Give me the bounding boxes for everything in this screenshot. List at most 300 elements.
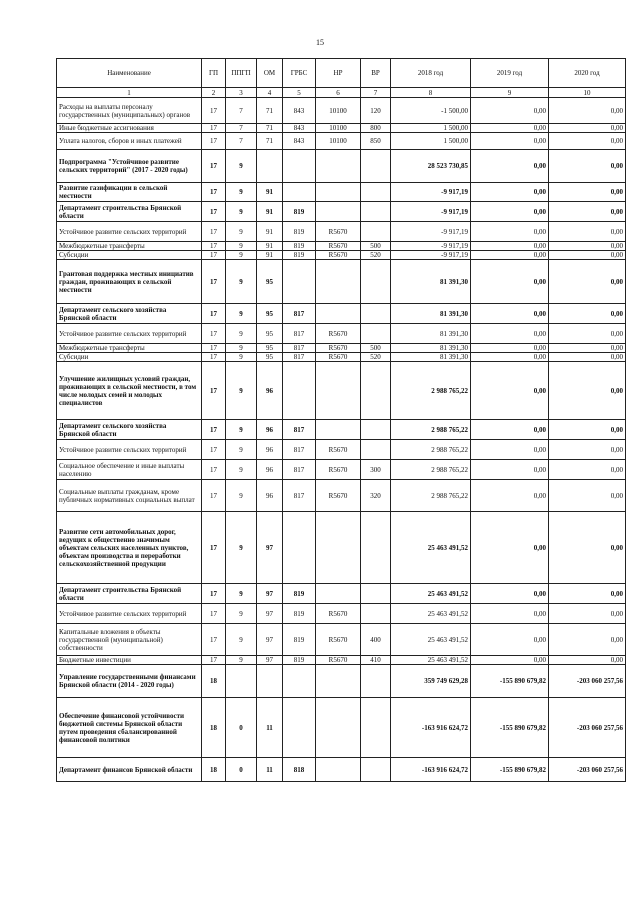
table-cell-2020: 0,00 (549, 420, 626, 440)
table-cell-nr (316, 665, 361, 698)
page-number: 15 (316, 38, 324, 47)
table-cell-vr (361, 202, 391, 222)
table-cell-2020: 0,00 (549, 480, 626, 512)
table-cell-2019: 0,00 (471, 124, 549, 133)
table-cell-grbs: 817 (283, 353, 316, 362)
header-number: 5 (283, 88, 316, 98)
table-cell-2018: -9 917,19 (391, 183, 471, 202)
table-cell-gp: 17 (202, 584, 226, 604)
table-cell-2020: 0,00 (549, 604, 626, 624)
table-cell-name: Социальные выплаты гражданам, кроме публичных нормативных социальных выплат (57, 480, 202, 512)
table-cell-vr (361, 440, 391, 460)
table-cell-vr: 320 (361, 480, 391, 512)
table-cell-gp: 17 (202, 624, 226, 656)
table-cell-2019: 0,00 (471, 480, 549, 512)
table-cell-2019: 0,00 (471, 304, 549, 324)
table-cell-2019: 0,00 (471, 150, 549, 183)
table-cell-om: 91 (257, 222, 283, 242)
table-cell-nr: 10100 (316, 133, 361, 150)
table-cell-vr: 520 (361, 251, 391, 260)
table-cell-grbs: 843 (283, 124, 316, 133)
table-cell-om: 95 (257, 304, 283, 324)
table-cell-2019: 0,00 (471, 98, 549, 124)
table-cell-ppgp: 9 (226, 183, 257, 202)
table-cell-om: 91 (257, 251, 283, 260)
table-cell-name: Устойчивое развитие сельских территорий (57, 604, 202, 624)
table-cell-2018: -1 500,00 (391, 98, 471, 124)
table-cell-2020: 0,00 (549, 584, 626, 604)
table-cell-2020: 0,00 (549, 242, 626, 251)
table-cell-2019: 0,00 (471, 624, 549, 656)
table-cell-2018: 81 391,30 (391, 304, 471, 324)
table-cell-gp: 17 (202, 98, 226, 124)
table-cell-2020: 0,00 (549, 150, 626, 183)
table-cell-ppgp: 9 (226, 512, 257, 584)
table-cell-grbs: 819 (283, 656, 316, 665)
header-row (57, 59, 626, 88)
table-cell-gp: 17 (202, 324, 226, 344)
header-number: 10 (549, 88, 626, 98)
table-row (57, 758, 626, 782)
table-cell-name: Департамент строительства Брянской области (57, 584, 202, 604)
table-cell-name: Уплата налогов, сборов и иных платежей (57, 133, 202, 150)
table-cell-om: 97 (257, 656, 283, 665)
table-cell-nr: R5670 (316, 440, 361, 460)
table-cell-2018: 25 463 491,52 (391, 584, 471, 604)
table-cell-ppgp: 9 (226, 260, 257, 304)
table-row (57, 460, 626, 480)
table-cell-grbs: 819 (283, 242, 316, 251)
table-cell-grbs: 817 (283, 420, 316, 440)
table-row (57, 624, 626, 656)
table-cell-vr: 120 (361, 98, 391, 124)
table-cell-ppgp: 9 (226, 480, 257, 512)
table-cell-vr (361, 222, 391, 242)
table-cell-2019: 0,00 (471, 440, 549, 460)
header-2020: 2020 год (549, 59, 626, 88)
table-cell-2019: -155 890 679,82 (471, 698, 549, 758)
table-cell-2020: -203 060 257,56 (549, 698, 626, 758)
table-cell-gp: 18 (202, 758, 226, 782)
table-cell-nr (316, 584, 361, 604)
table-cell-name: Бюджетные инвестиции (57, 656, 202, 665)
table-cell-2019: 0,00 (471, 604, 549, 624)
table-cell-2018: 1 500,00 (391, 133, 471, 150)
table-cell-vr: 300 (361, 460, 391, 480)
table-cell-2018: -163 916 624,72 (391, 698, 471, 758)
table-cell-nr: R5670 (316, 251, 361, 260)
table-row (57, 344, 626, 353)
header-2019: 2019 год (471, 59, 549, 88)
table-cell-om: 96 (257, 460, 283, 480)
table-cell-ppgp: 0 (226, 698, 257, 758)
table-cell-vr (361, 512, 391, 584)
table-cell-2018: -9 917,19 (391, 222, 471, 242)
table-cell-name: Улучшение жилищных условий граждан, проживающих в сельской местности, в том числе молодых семей и молодых специалистов (57, 362, 202, 420)
table-cell-grbs: 817 (283, 344, 316, 353)
table-cell-grbs: 819 (283, 251, 316, 260)
table-cell-om (257, 150, 283, 183)
table-cell-ppgp: 9 (226, 251, 257, 260)
table-cell-2020: 0,00 (549, 133, 626, 150)
table-cell-grbs: 817 (283, 304, 316, 324)
table-cell-nr: 10100 (316, 124, 361, 133)
table-cell-grbs: 843 (283, 98, 316, 124)
table-cell-2020: 0,00 (549, 251, 626, 260)
table-cell-gp: 18 (202, 698, 226, 758)
table-cell-name: Субсидии (57, 353, 202, 362)
table-cell-om: 71 (257, 133, 283, 150)
table-cell-ppgp: 9 (226, 353, 257, 362)
table-cell-2020: 0,00 (549, 344, 626, 353)
table-cell-2018: 1 500,00 (391, 124, 471, 133)
table-cell-2019: 0,00 (471, 512, 549, 584)
table-cell-ppgp: 9 (226, 656, 257, 665)
table-cell-nr (316, 304, 361, 324)
table-cell-vr (361, 304, 391, 324)
table-cell-name: Устойчивое развитие сельских территорий (57, 324, 202, 344)
table-cell-2018: 2 988 765,22 (391, 480, 471, 512)
header-vr: ВР (361, 59, 391, 88)
table-cell-grbs (283, 150, 316, 183)
table-cell-2020: 0,00 (549, 98, 626, 124)
table-cell-ppgp: 9 (226, 362, 257, 420)
table-cell-ppgp: 9 (226, 242, 257, 251)
table-cell-2019: 0,00 (471, 251, 549, 260)
table-cell-2019: 0,00 (471, 656, 549, 665)
header-number: 7 (361, 88, 391, 98)
table-cell-gp: 17 (202, 304, 226, 324)
table-row (57, 353, 626, 362)
table-cell-2018: -9 917,19 (391, 242, 471, 251)
table-cell-vr (361, 665, 391, 698)
table-row (57, 222, 626, 242)
header-number: 8 (391, 88, 471, 98)
table-cell-nr (316, 260, 361, 304)
table-cell-nr (316, 183, 361, 202)
table-cell-name: Устойчивое развитие сельских территорий (57, 440, 202, 460)
table-cell-gp: 17 (202, 512, 226, 584)
table-row (57, 604, 626, 624)
table-cell-name: Межбюджетные трансферты (57, 344, 202, 353)
table-row (57, 480, 626, 512)
table-cell-grbs: 817 (283, 440, 316, 460)
header-number: 4 (257, 88, 283, 98)
table-cell-2020: 0,00 (549, 202, 626, 222)
table-row (57, 124, 626, 133)
table-cell-2018: -9 917,19 (391, 251, 471, 260)
table-cell-name: Развитие сети автомобильных дорог, ведущих к общественно значимым объектам сельских населенных пунктов, объектам производства и переработки сельскохозяйственной продукции (57, 512, 202, 584)
table-cell-2019: 0,00 (471, 183, 549, 202)
table-cell-vr (361, 324, 391, 344)
table-cell-om: 95 (257, 260, 283, 304)
table-cell-2019: 0,00 (471, 353, 549, 362)
table-cell-gp: 17 (202, 260, 226, 304)
table-row (57, 440, 626, 460)
table-cell-name: Устойчивое развитие сельских территорий (57, 222, 202, 242)
table-cell-nr (316, 512, 361, 584)
table-cell-om: 95 (257, 353, 283, 362)
table-cell-om: 11 (257, 698, 283, 758)
table-row (57, 133, 626, 150)
table-cell-ppgp: 9 (226, 624, 257, 656)
table-cell-ppgp: 7 (226, 124, 257, 133)
table-cell-name: Управление государственными финансами Брянской области (2014 - 2020 годы) (57, 665, 202, 698)
table-cell-vr (361, 362, 391, 420)
header-gp: ГП (202, 59, 226, 88)
table-row (57, 324, 626, 344)
table-cell-2018: 359 749 629,28 (391, 665, 471, 698)
table-row (57, 183, 626, 202)
table-row (57, 665, 626, 698)
table-cell-2020: 0,00 (549, 183, 626, 202)
table-cell-2019: 0,00 (471, 344, 549, 353)
table-cell-name: Грантовая поддержка местных инициатив граждан, проживающих в сельской местности (57, 260, 202, 304)
table-cell-gp: 17 (202, 420, 226, 440)
table-cell-grbs: 819 (283, 202, 316, 222)
table-cell-nr (316, 420, 361, 440)
header-number: 2 (202, 88, 226, 98)
table-cell-2020: 0,00 (549, 324, 626, 344)
table-cell-gp: 17 (202, 440, 226, 460)
table-cell-2018: -163 916 624,72 (391, 758, 471, 782)
table-cell-grbs (283, 512, 316, 584)
table-cell-name: Расходы на выплаты персоналу государственных (муниципальных) органов (57, 98, 202, 124)
table-cell-name: Обеспечение финансовой устойчивости бюджетной системы Брянской области путем проведения сбалансированной финансовой политики (57, 698, 202, 758)
budget-table (56, 58, 626, 782)
table-cell-ppgp: 9 (226, 324, 257, 344)
table-cell-2020: 0,00 (549, 304, 626, 324)
table-row (57, 98, 626, 124)
table-cell-om: 95 (257, 344, 283, 353)
table-cell-nr (316, 758, 361, 782)
table-cell-2018: 25 463 491,52 (391, 656, 471, 665)
table-row (57, 512, 626, 584)
header-number: 1 (57, 88, 202, 98)
header-grbs: ГРБС (283, 59, 316, 88)
table-cell-ppgp: 0 (226, 758, 257, 782)
table-cell-vr (361, 420, 391, 440)
header-om: ОМ (257, 59, 283, 88)
table-cell-2020: -203 060 257,56 (549, 758, 626, 782)
table-cell-name: Департамент сельского хозяйства Брянской области (57, 420, 202, 440)
table-cell-grbs: 819 (283, 584, 316, 604)
table-cell-om: 71 (257, 98, 283, 124)
table-cell-2020: 0,00 (549, 656, 626, 665)
table-cell-name: Подпрограмма "Устойчивое развитие сельских территорий" (2017 - 2020 годы) (57, 150, 202, 183)
table-cell-name: Департамент строительства Брянской области (57, 202, 202, 222)
table-cell-2020: 0,00 (549, 512, 626, 584)
table-cell-name: Межбюджетные трансферты (57, 242, 202, 251)
table-cell-gp: 17 (202, 344, 226, 353)
table-cell-grbs: 819 (283, 604, 316, 624)
table-cell-gp: 17 (202, 202, 226, 222)
table-cell-gp: 17 (202, 460, 226, 480)
table-cell-name: Департамент финансов Брянской области (57, 758, 202, 782)
table-cell-vr: 500 (361, 242, 391, 251)
table-cell-om: 97 (257, 584, 283, 604)
table-cell-2020: 0,00 (549, 353, 626, 362)
table-cell-vr (361, 150, 391, 183)
header-number: 6 (316, 88, 361, 98)
table-cell-grbs: 819 (283, 624, 316, 656)
table-cell-2019: -155 890 679,82 (471, 665, 549, 698)
table-cell-vr: 500 (361, 344, 391, 353)
table-cell-nr (316, 202, 361, 222)
table-cell-2018: 25 463 491,52 (391, 624, 471, 656)
table-cell-vr (361, 604, 391, 624)
table-cell-grbs: 819 (283, 222, 316, 242)
table-cell-nr: R5670 (316, 353, 361, 362)
table-cell-2019: 0,00 (471, 242, 549, 251)
table-cell-vr (361, 584, 391, 604)
table-cell-nr (316, 362, 361, 420)
table-cell-ppgp: 9 (226, 604, 257, 624)
table-cell-2018: 2 988 765,22 (391, 460, 471, 480)
table-cell-ppgp (226, 665, 257, 698)
table-cell-nr (316, 150, 361, 183)
table-cell-nr (316, 698, 361, 758)
table-row (57, 698, 626, 758)
table-cell-om: 91 (257, 242, 283, 251)
table-cell-name: Иные бюджетные ассигнования (57, 124, 202, 133)
table-cell-ppgp: 9 (226, 440, 257, 460)
table-cell-grbs: 817 (283, 480, 316, 512)
table-row (57, 584, 626, 604)
table-cell-ppgp: 9 (226, 460, 257, 480)
table-cell-grbs: 817 (283, 324, 316, 344)
table-cell-grbs (283, 183, 316, 202)
table-cell-vr: 800 (361, 124, 391, 133)
table-cell-om: 11 (257, 758, 283, 782)
header-number-row (57, 88, 626, 98)
header-2018: 2018 год (391, 59, 471, 88)
table-cell-grbs (283, 665, 316, 698)
table-cell-2018: 81 391,30 (391, 353, 471, 362)
table-cell-nr: R5670 (316, 624, 361, 656)
table-cell-om: 71 (257, 124, 283, 133)
table-cell-vr (361, 260, 391, 304)
table-cell-grbs: 843 (283, 133, 316, 150)
table-cell-2019: 0,00 (471, 260, 549, 304)
table-cell-vr (361, 758, 391, 782)
table-cell-gp: 17 (202, 604, 226, 624)
table-cell-2019: 0,00 (471, 324, 549, 344)
table-cell-name: Департамент сельского хозяйства Брянской области (57, 304, 202, 324)
table-cell-ppgp: 9 (226, 420, 257, 440)
table-cell-2020: 0,00 (549, 440, 626, 460)
table-cell-2018: 25 463 491,52 (391, 512, 471, 584)
table-cell-name: Социальное обеспечение и иные выплаты населению (57, 460, 202, 480)
table-cell-2020: 0,00 (549, 460, 626, 480)
table-cell-gp: 17 (202, 251, 226, 260)
table-cell-ppgp: 7 (226, 133, 257, 150)
table-cell-om: 95 (257, 324, 283, 344)
table-cell-2019: 0,00 (471, 584, 549, 604)
table-cell-ppgp: 9 (226, 584, 257, 604)
table-cell-gp: 17 (202, 133, 226, 150)
table-cell-2019: -155 890 679,82 (471, 758, 549, 782)
table-row (57, 656, 626, 665)
table-cell-om: 97 (257, 512, 283, 584)
table-cell-grbs (283, 698, 316, 758)
header-ppgp: ППГП (226, 59, 257, 88)
table-cell-2019: 0,00 (471, 222, 549, 242)
table-cell-grbs: 817 (283, 460, 316, 480)
table-cell-2018: 2 988 765,22 (391, 440, 471, 460)
header-number: 3 (226, 88, 257, 98)
table-cell-gp: 17 (202, 183, 226, 202)
table-cell-gp: 17 (202, 150, 226, 183)
header-name: Наименование (57, 59, 202, 88)
table-cell-nr: R5670 (316, 344, 361, 353)
table-cell-2020: 0,00 (549, 260, 626, 304)
table-cell-2018: 81 391,30 (391, 324, 471, 344)
table-cell-2020: -203 060 257,56 (549, 665, 626, 698)
table-cell-nr: R5670 (316, 604, 361, 624)
table-cell-2018: 2 988 765,22 (391, 362, 471, 420)
table-cell-2018: 81 391,30 (391, 260, 471, 304)
header-nr: НР (316, 59, 361, 88)
table-cell-vr: 410 (361, 656, 391, 665)
table-cell-gp: 17 (202, 656, 226, 665)
table-cell-name: Субсидии (57, 251, 202, 260)
table-cell-gp: 17 (202, 480, 226, 512)
table-cell-om (257, 665, 283, 698)
table-cell-vr (361, 183, 391, 202)
table-cell-2020: 0,00 (549, 362, 626, 420)
table-cell-gp: 17 (202, 242, 226, 251)
table-cell-nr: R5670 (316, 480, 361, 512)
table-cell-om: 91 (257, 202, 283, 222)
table-cell-ppgp: 7 (226, 98, 257, 124)
table-cell-vr: 520 (361, 353, 391, 362)
table-cell-om: 96 (257, 362, 283, 420)
table-cell-om: 96 (257, 420, 283, 440)
table-cell-vr: 850 (361, 133, 391, 150)
table-row (57, 260, 626, 304)
header-number: 9 (471, 88, 549, 98)
table-cell-ppgp: 9 (226, 150, 257, 183)
table-cell-nr: R5670 (316, 324, 361, 344)
table-cell-2020: 0,00 (549, 624, 626, 656)
table-cell-name: Развитие газификации в сельской местности (57, 183, 202, 202)
table-cell-ppgp: 9 (226, 344, 257, 353)
table-cell-grbs: 818 (283, 758, 316, 782)
table-cell-gp: 17 (202, 353, 226, 362)
table-cell-2019: 0,00 (471, 202, 549, 222)
table-row (57, 242, 626, 251)
table-cell-gp: 17 (202, 222, 226, 242)
table-cell-2020: 0,00 (549, 124, 626, 133)
table-cell-ppgp: 9 (226, 202, 257, 222)
table-cell-2018: 81 391,30 (391, 344, 471, 353)
table-row (57, 150, 626, 183)
table-cell-2019: 0,00 (471, 362, 549, 420)
table-cell-vr (361, 698, 391, 758)
table-cell-om: 97 (257, 604, 283, 624)
table-cell-nr: R5670 (316, 460, 361, 480)
table-row (57, 420, 626, 440)
table-row (57, 251, 626, 260)
table-cell-om: 96 (257, 440, 283, 460)
table-cell-nr: R5670 (316, 222, 361, 242)
table-cell-om: 91 (257, 183, 283, 202)
table-cell-2018: 2 988 765,22 (391, 420, 471, 440)
table-cell-grbs (283, 362, 316, 420)
table-cell-om: 97 (257, 624, 283, 656)
table-cell-vr: 400 (361, 624, 391, 656)
